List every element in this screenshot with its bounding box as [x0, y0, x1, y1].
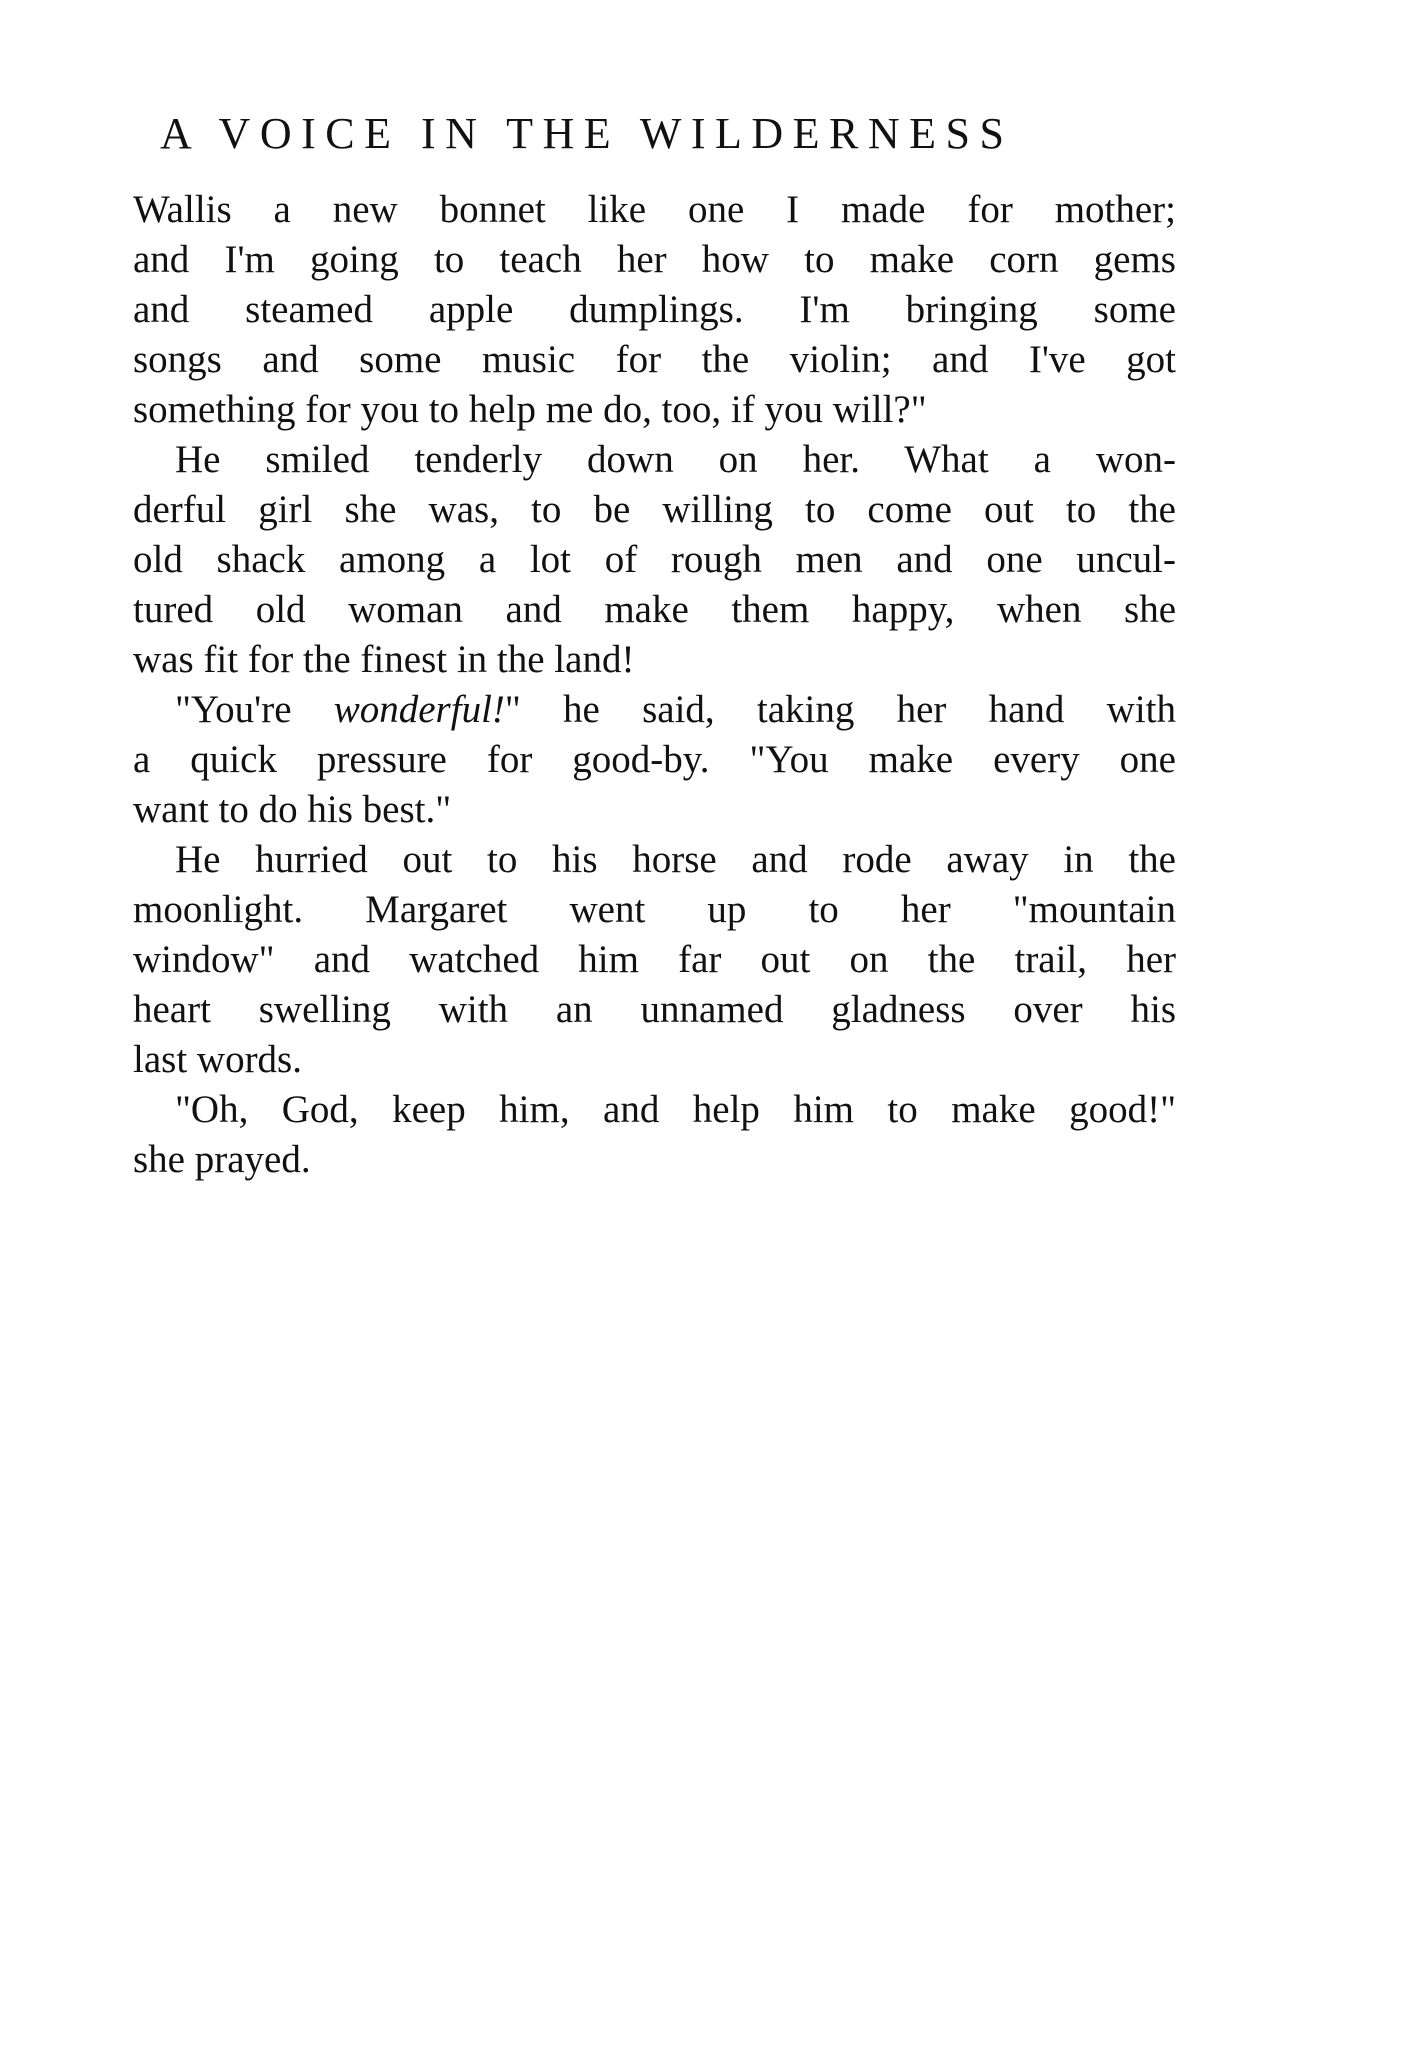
- text-line: she prayed.: [133, 1138, 311, 1181]
- text-line: "Oh, God, keep him, and help him to make good!": [175, 1088, 1176, 1131]
- text-line: moonlight. Margaret went up to her "mountain: [133, 888, 1176, 931]
- text-line: derful girl she was, to be willing to come out to the: [133, 488, 1176, 531]
- text-segment: " he said, taking her hand with: [504, 688, 1176, 731]
- text-line: was fit for the finest in the land!: [133, 638, 635, 681]
- text-segment: "You're: [175, 688, 334, 731]
- body-text: [133, 185, 1176, 1185]
- text-line: He smiled tenderly down on her. What a won-: [175, 438, 1176, 481]
- text-line-with-italic: [133, 685, 1176, 735]
- text-line: want to do his best.": [133, 788, 452, 831]
- text-line: window" and watched him far out on the trail, her: [133, 938, 1176, 981]
- text-line: tured old woman and make them happy, when she: [133, 588, 1176, 631]
- text-line: something for you to help me do, too, if you will?": [133, 388, 927, 431]
- text-line: Wallis a new bonnet like one I made for mother;: [133, 188, 1176, 231]
- text-line: songs and some music for the violin; and I've got: [133, 338, 1176, 381]
- text-line: last words.: [133, 1038, 302, 1081]
- text-line: a quick pressure for good-by. "You make every one: [133, 738, 1176, 781]
- running-head: A VOICE IN THE WILDERNESS: [160, 109, 1014, 158]
- text-line: old shack among a lot of rough men and one uncul-: [133, 538, 1176, 581]
- text-line: heart swelling with an unnamed gladness over his: [133, 988, 1176, 1031]
- italic-word: wonderful!: [333, 688, 505, 731]
- text-line: He hurried out to his horse and rode away in the: [175, 838, 1176, 881]
- text-line: and steamed apple dumplings. I'm bringing some: [133, 288, 1176, 331]
- text-line: and I'm going to teach her how to make corn gems: [133, 238, 1176, 281]
